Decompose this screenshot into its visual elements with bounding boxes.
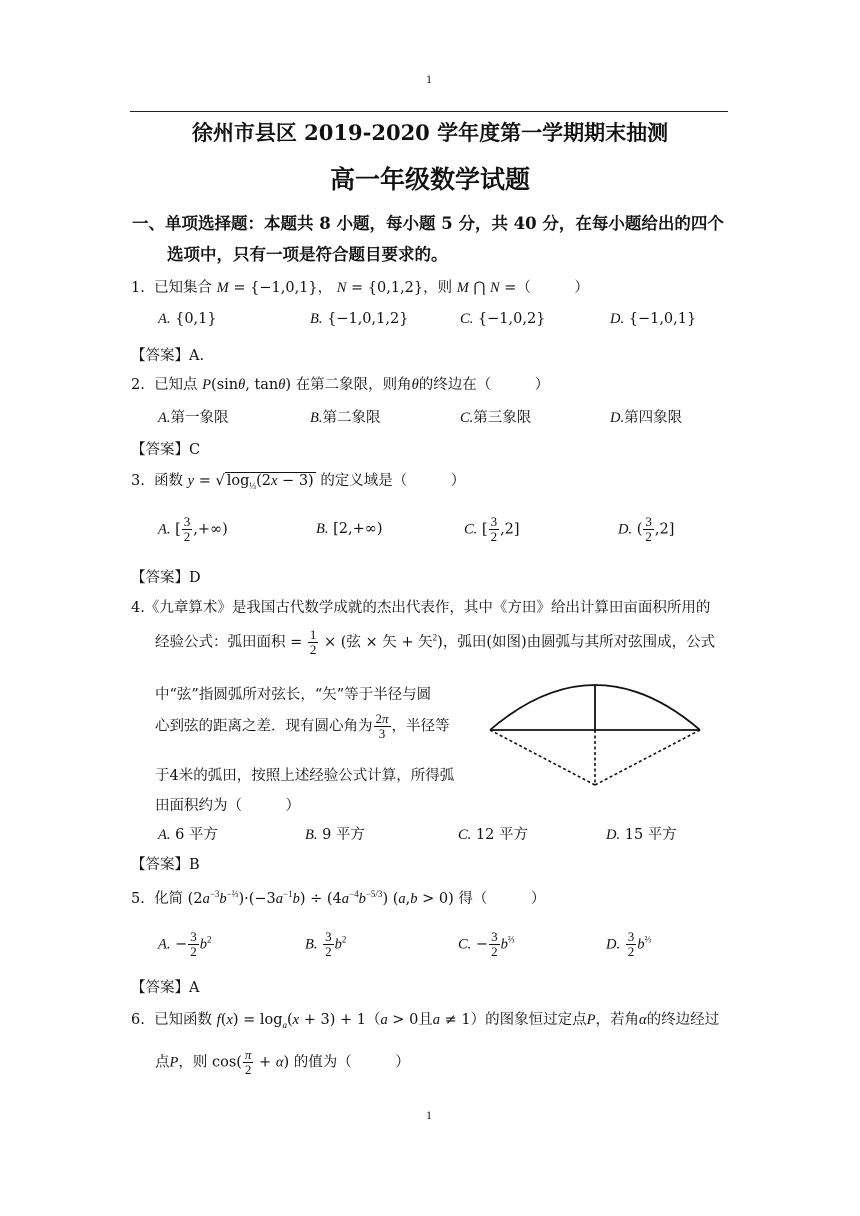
question-1: 1. 已知集合 M = {−1,0,1}， N = {0,1,2}，则 M ⋂ N =（ ） bbox=[131, 280, 589, 296]
page-number-bottom: 1 bbox=[426, 1108, 432, 1122]
question-2: 2. 已知点 P(sinθ, tanθ) 在第二象限，则角θ的终边在（ ） bbox=[131, 377, 550, 393]
q4-option-d: D. 15 平方 bbox=[606, 827, 677, 843]
q1-option-b: B. {−1,0,1,2} bbox=[310, 311, 409, 327]
q2-option-b: B.第二象限 bbox=[310, 410, 381, 426]
q3-answer: 【答案】D bbox=[131, 570, 201, 586]
question-6-line2: 点P，则 cos( $\frac{\pi}{2}$ + α) 的值为（ ） bbox=[155, 1047, 410, 1077]
radius-left bbox=[490, 730, 595, 785]
question-4-line5: 于4米的弧田，按照上述经验公式计算，所得弧 bbox=[155, 768, 455, 784]
q2-option-c: C.第三象限 bbox=[460, 410, 532, 426]
q2-option-d: D.第四象限 bbox=[610, 410, 683, 426]
question-5: 5. 化简 $(2a^{-3}b^{-\frac{2}{3}})\cdot(-3a^{-1}b) \div (4a^{-4}b^{-5/3}) (a,b > 0)$ 得（ ） bbox=[131, 889, 546, 907]
q2-answer: 【答案】C bbox=[131, 442, 201, 458]
arc-field-figure bbox=[484, 668, 706, 792]
question-4-line3: 中“弦”指圆弧所对弦长，“矢”等于半径与圆 bbox=[155, 687, 432, 703]
q5-option-b: B. $\frac{3}{2}$ $b^2$ bbox=[305, 929, 347, 959]
q3-option-a: A. [ $\frac{3}{2}$ ,+∞) bbox=[158, 514, 228, 544]
q2-option-a: A.第一象限 bbox=[158, 410, 229, 426]
q1-option-c: C. {−1,0,2} bbox=[460, 311, 546, 327]
section-header-line1: 一、单项选择题：本题共 8 小题，每小题 5 分，共 40 分，在每小题给出的四个 bbox=[132, 214, 724, 233]
exam-title: 徐州市县区 2019-2020 学年度第一学期期末抽测 bbox=[191, 120, 669, 145]
exam-subtitle: 高一年级数学试题 bbox=[329, 165, 530, 194]
q1-option-a: A. {0,1} bbox=[158, 311, 217, 327]
question-6-line1: 6. 已知函数 $f(x) = \log_a(x + 3) + 1(a > 0$且a ≠ 1）的图象恒过定点P，若角α的终边经过 bbox=[131, 1012, 720, 1030]
q1-answer: 【答案】A. bbox=[131, 348, 205, 364]
question-3: 3. 函数 y = √ $\log_{\frac{1}{3}}(2x - 3)$ 的定义域是（ ） bbox=[131, 473, 466, 491]
q4-option-a: A. 6 平方 bbox=[158, 827, 218, 843]
q5-answer: 【答案】A bbox=[131, 980, 200, 996]
q5-option-d: D. $\frac{3}{2}$ $b^{\frac{2}{3}}$ bbox=[606, 929, 652, 959]
question-4-line1: 4.《九章算术》是我国古代数学成就的杰出代表作，其中《方田》给出计算田亩面积所用的 bbox=[131, 600, 711, 616]
q4-answer: 【答案】B bbox=[131, 857, 200, 873]
q3-option-b: B. [2,+∞) bbox=[316, 521, 383, 537]
question-4-line4: 心到弦的距离之差．现有圆心角为 $\frac{2\pi}{3}$ ，半径等 bbox=[155, 711, 450, 741]
page-number-top: 1 bbox=[426, 72, 432, 86]
q3-option-d: D. ( $\frac{3}{2}$ ,2] bbox=[618, 514, 675, 544]
q5-option-c: C. − $\frac{3}{2}$ $b^{\frac{2}{3}}$ bbox=[458, 929, 515, 959]
section-header-line2: 选项中，只有一项是符合题目要求的。 bbox=[167, 245, 448, 264]
q5-option-a: A. − $\frac{3}{2}$ $b^2$ bbox=[158, 929, 212, 959]
radius-right bbox=[595, 730, 700, 785]
question-4-line6: 田面积约为（ ） bbox=[155, 798, 300, 814]
q1-option-d: D. {−1,0,1} bbox=[610, 311, 697, 327]
q4-option-c: C. 12 平方 bbox=[458, 827, 528, 843]
q3-option-c: C. [ $\frac{3}{2}$ ,2] bbox=[464, 514, 520, 544]
question-4-line2: 经验公式：弧田面积 = $\frac{1}{2}$ × (弦 × 矢 + 矢$^2$)，弧田(如图)由圆弧与其所对弦围成，公式 bbox=[155, 627, 716, 657]
header-rule bbox=[130, 111, 728, 112]
q4-option-b: B. 9 平方 bbox=[305, 827, 365, 843]
